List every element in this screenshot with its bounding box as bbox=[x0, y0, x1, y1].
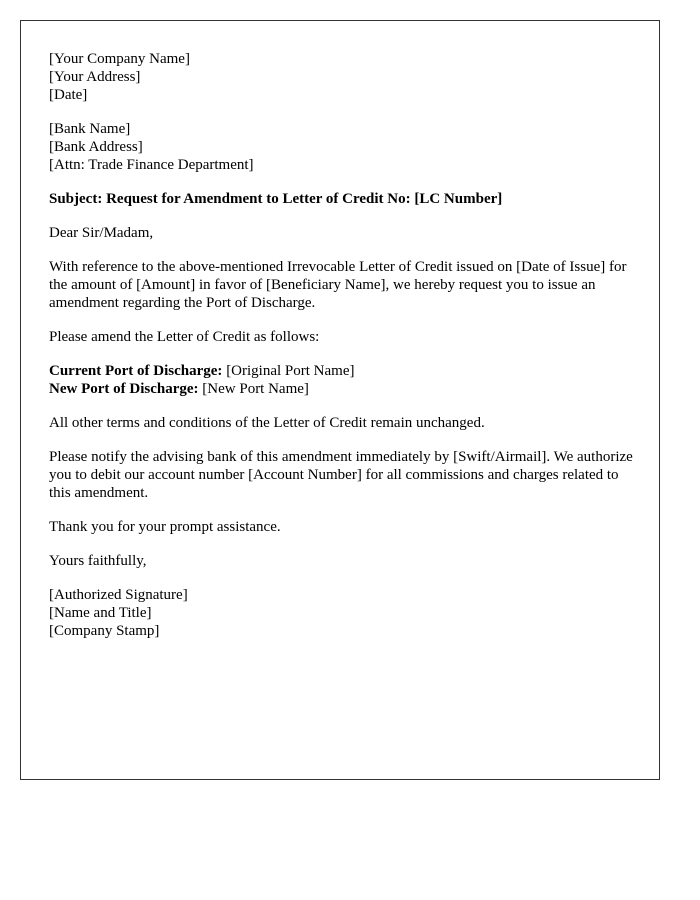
letter-date: [Date] bbox=[49, 87, 88, 103]
current-port-value: [Original Port Name] bbox=[222, 363, 355, 379]
recipient-block bbox=[49, 120, 631, 174]
sender-company-name: [Your Company Name] bbox=[49, 51, 190, 67]
authorized-signature: [Authorized Signature] bbox=[49, 587, 188, 603]
recipient-attention: [Attn: Trade Finance Department] bbox=[49, 157, 254, 173]
amend-lead-paragraph: Please amend the Letter of Credit as follows: bbox=[49, 329, 320, 345]
recipient-bank-name: [Bank Name] bbox=[49, 121, 131, 137]
new-port-label: New Port of Discharge: bbox=[49, 381, 199, 397]
closing: Yours faithfully, bbox=[49, 553, 147, 569]
company-stamp: [Company Stamp] bbox=[49, 623, 160, 639]
letter-page bbox=[20, 20, 660, 780]
name-and-title: [Name and Title] bbox=[49, 605, 152, 621]
new-port-value: [New Port Name] bbox=[198, 381, 309, 397]
thanks-paragraph: Thank you for your prompt assistance. bbox=[49, 519, 281, 535]
signature-block bbox=[49, 586, 631, 640]
sender-block bbox=[49, 50, 631, 104]
salutation: Dear Sir/Madam, bbox=[49, 225, 154, 241]
subject-line: Subject: Request for Amendment to Letter of Credit No: [LC Number] bbox=[49, 191, 503, 207]
unchanged-terms-paragraph: All other terms and conditions of the Letter of Credit remain unchanged. bbox=[49, 415, 485, 431]
recipient-bank-address: [Bank Address] bbox=[49, 139, 143, 155]
sender-address: [Your Address] bbox=[49, 69, 141, 85]
notify-paragraph: Please notify the advising bank of this amendment immediately by [Swift/Airmail]. We authorize you to debit our account number [Account Number] for all commissions and charges related to this amendment. bbox=[49, 449, 633, 501]
current-port-label: Current Port of Discharge: bbox=[49, 363, 223, 379]
current-port-line bbox=[49, 362, 631, 380]
intro-paragraph: With reference to the above-mentioned Irrevocable Letter of Credit issued on [Date of Issue] for the amount of [Amount] in favor of [Beneficiary Name], we hereby request you to issue an amendment regarding the Port of Discharge. bbox=[49, 259, 627, 311]
new-port-line bbox=[49, 380, 631, 398]
port-amendment-block bbox=[49, 362, 631, 398]
